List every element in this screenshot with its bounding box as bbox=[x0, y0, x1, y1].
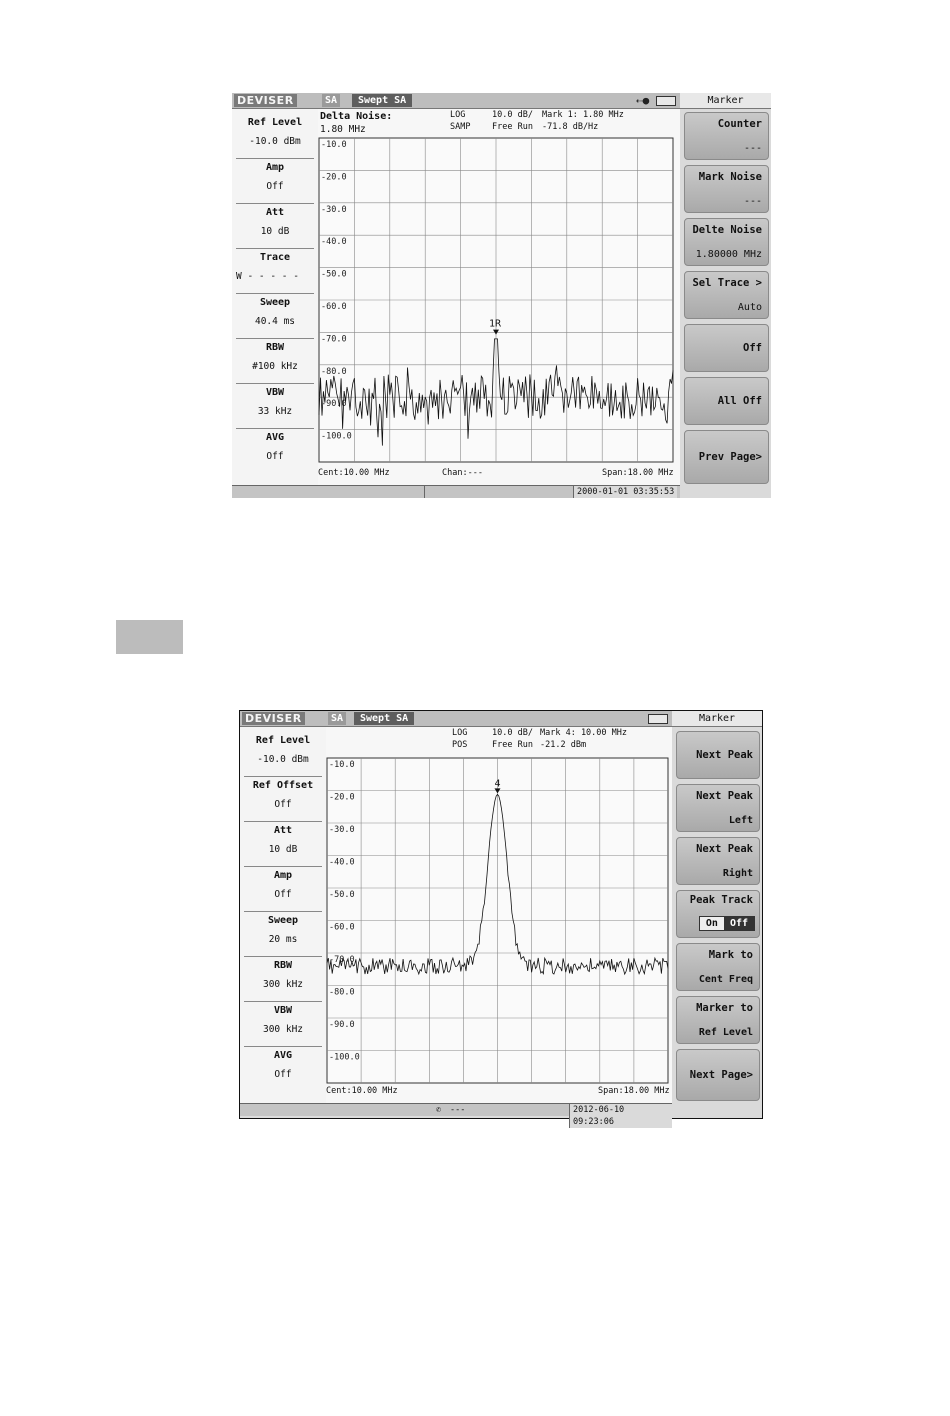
rbw-label: RBW bbox=[273, 960, 293, 971]
next-peak-button[interactable] bbox=[676, 731, 760, 779]
avg-item[interactable] bbox=[240, 1050, 326, 1080]
sweep-item[interactable] bbox=[240, 915, 326, 945]
marker-to-l1: Marker to bbox=[696, 1002, 753, 1014]
att-item[interactable] bbox=[240, 825, 326, 855]
ref-level-label: Ref Level bbox=[255, 735, 311, 746]
y-tick-label: -80.0 bbox=[321, 366, 347, 377]
y-tick-label: -20.0 bbox=[329, 792, 355, 803]
vbw-label: VBW bbox=[265, 387, 285, 398]
span: Span:18.00 MHz bbox=[598, 1086, 670, 1096]
y-tick-label: -70.0 bbox=[329, 955, 355, 965]
deviser-logo: DEVISER bbox=[234, 94, 297, 107]
center-freq: Cent:10.00 MHz bbox=[326, 1086, 398, 1096]
ref-offset-value: Off bbox=[274, 799, 292, 810]
sweep-value: 20 ms bbox=[268, 934, 298, 945]
amp-label: Amp bbox=[265, 162, 285, 173]
next-peak-left-l2: Left bbox=[728, 815, 753, 826]
tab-sa[interactable]: SA bbox=[328, 712, 346, 725]
all-off-label: All Off bbox=[717, 395, 762, 407]
screen-1 bbox=[232, 93, 771, 498]
counter-value: --- bbox=[743, 143, 762, 154]
off-button[interactable] bbox=[684, 324, 769, 372]
y-tick-label: -30.0 bbox=[321, 204, 347, 215]
deviser-logo: DEVISER bbox=[242, 712, 305, 725]
tab-swept-sa[interactable]: Swept SA bbox=[352, 94, 412, 107]
graph-area bbox=[318, 109, 680, 485]
prev-page-label: Prev Page> bbox=[698, 451, 762, 463]
peak-track-button[interactable] bbox=[676, 890, 760, 938]
marker-level: -21.2 dBm bbox=[540, 740, 587, 750]
amp-item[interactable] bbox=[240, 870, 326, 900]
menu-title: Marker bbox=[672, 711, 762, 727]
marker-freq: Mark 1: 1.80 MHz bbox=[542, 110, 624, 120]
menu-panel bbox=[672, 711, 762, 1118]
battery-icon bbox=[648, 714, 668, 724]
vbw-item[interactable] bbox=[232, 387, 318, 417]
amp-label: Amp bbox=[273, 870, 293, 881]
mark-to-cent-freq-button[interactable] bbox=[676, 943, 760, 991]
battery-icon bbox=[656, 96, 676, 106]
detector: SAMP bbox=[450, 122, 471, 132]
ref-offset-item[interactable] bbox=[240, 780, 326, 810]
marker-to-ref-level-button[interactable] bbox=[676, 996, 760, 1044]
att-label: Att bbox=[265, 207, 285, 218]
y-tick-label: -60.0 bbox=[329, 922, 355, 933]
y-tick-label: -50.0 bbox=[329, 890, 355, 900]
next-peak-left-button[interactable] bbox=[676, 784, 760, 832]
left-panel bbox=[240, 727, 326, 1103]
vbw-value: 300 kHz bbox=[262, 1024, 304, 1035]
trace-value: W - - - - - bbox=[236, 271, 299, 282]
counter-button[interactable] bbox=[684, 112, 769, 160]
scale-div: 10.0 dB/ bbox=[492, 110, 533, 120]
toggle-off[interactable]: Off bbox=[724, 917, 754, 930]
sel-trace-value: Auto bbox=[737, 302, 762, 313]
y-tick-label: -20.0 bbox=[321, 172, 347, 183]
off-label: Off bbox=[743, 342, 762, 354]
status-time: 2012-06-10 09:23:06 bbox=[569, 1104, 672, 1128]
marker-freq: Mark 4: 10.00 MHz bbox=[540, 728, 627, 738]
counter-label: Counter bbox=[717, 118, 762, 130]
y-tick-label: -10.0 bbox=[321, 140, 347, 150]
status-mid: --- bbox=[450, 1105, 466, 1115]
amp-value: Off bbox=[274, 889, 292, 900]
ref-offset-label: Ref Offset bbox=[252, 780, 314, 791]
scale-type: LOG bbox=[450, 110, 466, 120]
sel-trace-button[interactable] bbox=[684, 271, 769, 319]
mark-noise-label: Mark Noise bbox=[698, 171, 762, 183]
y-tick-label: -100.0 bbox=[329, 1052, 360, 1063]
mark-noise-value: --- bbox=[743, 196, 762, 207]
delta-noise-title: Delta Noise: bbox=[320, 111, 393, 122]
att-value: 10 dB bbox=[260, 226, 290, 237]
next-peak-label: Next Peak bbox=[696, 749, 753, 761]
spectrum-plot bbox=[318, 109, 680, 485]
detector: POS bbox=[452, 740, 468, 750]
y-tick-label: -90.0 bbox=[321, 399, 347, 410]
delta-noise-value: 1.80 MHz bbox=[320, 124, 366, 135]
att-label: Att bbox=[273, 825, 293, 836]
menu-title: Marker bbox=[680, 93, 771, 109]
sel-trace-label: Sel Trace > bbox=[692, 277, 762, 289]
avg-value: Off bbox=[274, 1069, 292, 1080]
next-page-button[interactable] bbox=[676, 1049, 760, 1101]
y-tick-label: -40.0 bbox=[329, 857, 355, 868]
marker-level: -71.8 dB/Hz bbox=[542, 122, 599, 132]
status-bar bbox=[240, 1103, 672, 1127]
next-peak-right-button[interactable] bbox=[676, 837, 760, 885]
screen-2 bbox=[240, 711, 762, 1127]
section-tab-block bbox=[116, 620, 183, 654]
amp-value: Off bbox=[266, 181, 284, 192]
att-item[interactable] bbox=[232, 207, 318, 237]
status-bar bbox=[232, 485, 680, 498]
y-tick-label: -60.0 bbox=[321, 302, 347, 312]
y-tick-label: -80.0 bbox=[329, 987, 355, 998]
y-tick-label: -30.0 bbox=[329, 825, 355, 835]
sweep-label: Sweep bbox=[267, 915, 299, 926]
center-freq: Cent:10.00 MHz bbox=[318, 468, 390, 478]
ref-level-item[interactable] bbox=[240, 735, 326, 765]
rbw-label: RBW bbox=[265, 342, 285, 353]
rbw-item[interactable] bbox=[232, 342, 318, 372]
y-tick-label: -40.0 bbox=[321, 237, 347, 248]
next-peak-right-l2: Right bbox=[722, 868, 753, 879]
trace-label: Trace bbox=[259, 252, 291, 263]
next-peak-left-l1: Next Peak bbox=[696, 790, 753, 802]
delte-noise-button[interactable] bbox=[684, 218, 769, 266]
span: Span:18.00 MHz bbox=[602, 468, 674, 478]
ref-level-item[interactable] bbox=[232, 117, 318, 147]
mark-to-l1: Mark to bbox=[708, 949, 753, 961]
marker-to-l2: Ref Level bbox=[698, 1027, 753, 1038]
next-peak-right-l1: Next Peak bbox=[696, 843, 753, 855]
rbw-value: 300 kHz bbox=[262, 979, 304, 990]
tab-swept-sa[interactable]: Swept SA bbox=[354, 712, 414, 725]
graph-area bbox=[326, 727, 672, 1103]
y-tick-label: -10.0 bbox=[329, 760, 355, 770]
rbw-value: #100 kHz bbox=[252, 361, 298, 372]
prev-page-button[interactable] bbox=[684, 430, 769, 484]
tab-sa[interactable]: SA bbox=[322, 94, 340, 107]
mark-to-l2: Cent Freq bbox=[698, 974, 753, 985]
spectrum-plot bbox=[326, 727, 672, 1103]
scale-type: LOG bbox=[452, 728, 468, 738]
avg-label: AVG bbox=[273, 1050, 293, 1061]
vbw-value: 33 kHz bbox=[257, 406, 293, 417]
trigger-mode: Free Run bbox=[492, 740, 533, 750]
delte-noise-value: 1.80000 MHz bbox=[695, 249, 762, 260]
avg-label: AVG bbox=[265, 432, 285, 443]
status-time: 2000-01-01 03:35:53 bbox=[573, 486, 677, 498]
marker-label: 4 bbox=[494, 778, 501, 790]
all-off-button[interactable] bbox=[684, 377, 769, 425]
sweep-label: Sweep bbox=[259, 297, 291, 308]
sweep-value: 40.4 ms bbox=[254, 316, 296, 327]
amp-item[interactable] bbox=[232, 162, 318, 192]
sweep-item[interactable] bbox=[232, 297, 318, 327]
top-bar bbox=[240, 711, 672, 727]
y-tick-label: -100.0 bbox=[321, 431, 352, 442]
avg-item[interactable] bbox=[232, 432, 318, 462]
vbw-item[interactable] bbox=[240, 1005, 326, 1035]
left-panel bbox=[232, 109, 318, 485]
avg-value: Off bbox=[266, 451, 284, 462]
next-page-label: Next Page> bbox=[689, 1069, 753, 1081]
scale-div: 10.0 dB/ bbox=[492, 728, 533, 738]
delte-noise-label: Delte Noise bbox=[692, 224, 762, 236]
trace-item[interactable] bbox=[232, 252, 318, 282]
y-tick-label: -90.0 bbox=[329, 1020, 355, 1030]
att-value: 10 dB bbox=[268, 844, 298, 855]
y-tick-label: -70.0 bbox=[321, 334, 347, 345]
mark-noise-button[interactable] bbox=[684, 165, 769, 213]
top-bar bbox=[232, 93, 680, 109]
usb-icon: ⇠● bbox=[636, 94, 650, 107]
y-tick-label: -50.0 bbox=[321, 269, 347, 280]
ref-level-value: -10.0 dBm bbox=[249, 136, 301, 147]
menu-panel bbox=[680, 93, 771, 498]
ref-level-label: Ref Level bbox=[247, 117, 303, 128]
toggle-on[interactable]: On bbox=[700, 917, 724, 930]
link-icon: ✆ bbox=[436, 1105, 442, 1115]
trigger-mode: Free Run bbox=[492, 122, 533, 132]
channel: Chan:--- bbox=[442, 468, 483, 478]
rbw-item[interactable] bbox=[240, 960, 326, 990]
ref-level-value: -10.0 dBm bbox=[257, 754, 309, 765]
vbw-label: VBW bbox=[273, 1005, 293, 1016]
marker-label: 1R bbox=[489, 318, 502, 330]
peak-track-label: Peak Track bbox=[689, 894, 753, 906]
peak-track-toggle[interactable] bbox=[699, 916, 755, 931]
